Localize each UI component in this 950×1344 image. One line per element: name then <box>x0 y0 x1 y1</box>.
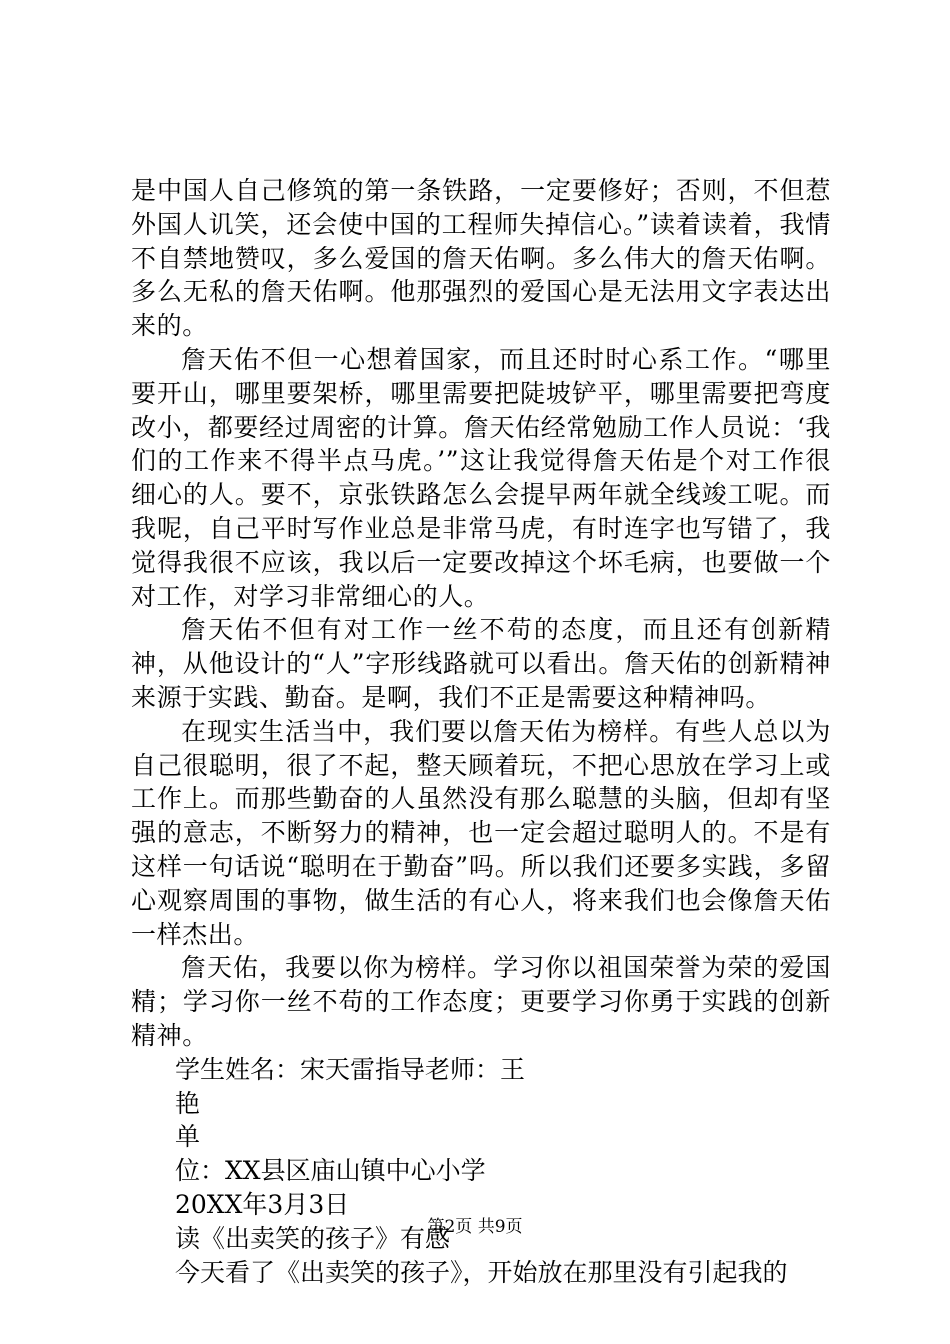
paragraph-2: 詹天佑不但一心想着国家，而且还时时心系工作。“哪里要开山，哪里要架桥，哪里需要把陡坡铲平，哪里需要把弯度改小，都要经过周密的计算。詹天佑经常勉励工作人员说：‘我们的工作来不得半点马虎。’”这让我觉得詹天佑是个对工作很细心的人。要不，京张铁路怎么会提早两年就全线竣工呢。而我呢，自己平时写作业总是非常马虎，有时连字也写错了，我觉得我很不应该，我以后一定要改掉这个坏毛病，也要做一个对工作，对学习非常细心的人。 <box>131 344 831 611</box>
date-line: 20XX年3月3日 <box>175 1189 350 1219</box>
unit-label: 单 <box>175 1122 201 1152</box>
page-footer: 第2页 共9页 <box>427 1217 523 1237</box>
next-essay-first-line: 今天看了《出卖笑的孩子》，开始放在那里没有引起我的 <box>175 1257 788 1287</box>
paragraph-3: 詹天佑不但有对工作一丝不苟的态度，而且还有创新精神，从他设计的“人”字形线路就可以看出。詹天佑的创新精神来源于实践、勤奋。是啊，我们不正是需要这种精神吗。 <box>131 615 831 712</box>
unit-line: 位：XX县区庙山镇中心小学 <box>175 1156 486 1186</box>
document-body <box>131 174 831 1289</box>
paragraph-1: 是中国人自己修筑的第一条铁路，一定要修好；否则，不但惹外国人讥笑，还会使中国的工程师失掉信心。”读着读着，我情不自禁地赞叹，多么爱国的詹天佑啊。多么伟大的詹天佑啊。多么无私的詹天佑啊。他那强烈的爱国心是无法用文字表达出来的。 <box>131 176 831 341</box>
teacher-name-cont: 艳 <box>175 1088 201 1118</box>
paragraph-4: 在现实生活当中，我们要以詹天佑为榜样。有些人总以为自己很聪明，很了不起，整天顾着玩，不把心思放在学习上或工作上。而那些勤奋的人虽然没有那么聪慧的头脑，但却有坚强的意志，不断努力的精神，也一定会超过聪明人的。不是有这样一句话说“聪明在于勤奋”吗。所以我们还要多实践，多留心观察周围的事物，做生活的有心人，将来我们也会像詹天佑一样杰出。 <box>131 716 831 949</box>
paragraph-5: 詹天佑，我要以你为榜样。学习你以祖国荣誉为荣的爱国精；学习你一丝不苟的工作态度；更要学习你勇于实践的创新精神。 <box>131 953 831 1050</box>
student-teacher-line: 学生姓名：宋天雷指导老师：王 <box>175 1054 526 1084</box>
next-essay-title: 读《出卖笑的孩子》有感 <box>175 1223 451 1253</box>
